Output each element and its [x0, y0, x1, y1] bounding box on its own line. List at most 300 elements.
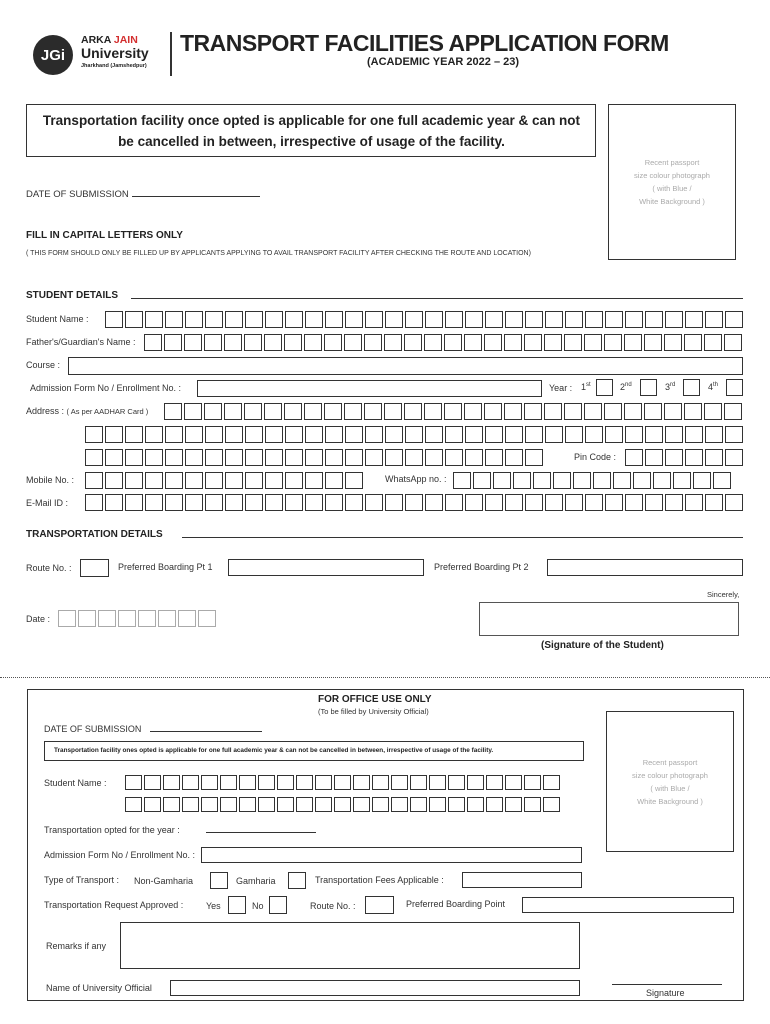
office-name-cell[interactable]: [334, 775, 351, 790]
date-cell[interactable]: [78, 610, 96, 627]
address-cell[interactable]: [444, 403, 462, 420]
email-cell[interactable]: [145, 494, 163, 511]
office-name-cell[interactable]: [429, 775, 446, 790]
date-cell[interactable]: [138, 610, 156, 627]
address-cell[interactable]: [524, 403, 542, 420]
office-name-cell[interactable]: [486, 797, 503, 812]
guardian-name-cell[interactable]: [664, 334, 682, 351]
office-name-cell[interactable]: [220, 797, 237, 812]
whatsapp-cell[interactable]: [613, 472, 631, 489]
email-cell[interactable]: [325, 494, 343, 511]
office-name-cell[interactable]: [125, 775, 142, 790]
address-cell[interactable]: [204, 403, 222, 420]
email-cell[interactable]: [305, 494, 323, 511]
email-cell[interactable]: [445, 494, 463, 511]
address-cell[interactable]: [405, 426, 423, 443]
office-name-cell[interactable]: [315, 775, 332, 790]
email-cell[interactable]: [505, 494, 523, 511]
address-cell[interactable]: [184, 403, 202, 420]
address-cell[interactable]: [345, 426, 363, 443]
guardian-name-cell[interactable]: [564, 334, 582, 351]
whatsapp-cell[interactable]: [553, 472, 571, 489]
pin-code-cell[interactable]: [665, 449, 683, 466]
mobile-cell[interactable]: [125, 472, 143, 489]
address-cell[interactable]: [664, 403, 682, 420]
office-name-cell[interactable]: [524, 775, 541, 790]
student-name-cell[interactable]: [265, 311, 283, 328]
student-name-cell[interactable]: [665, 311, 683, 328]
pin-code-cell[interactable]: [645, 449, 663, 466]
address-cell[interactable]: [465, 449, 483, 466]
student-name-cell[interactable]: [205, 311, 223, 328]
email-cell[interactable]: [465, 494, 483, 511]
address-cell[interactable]: [645, 426, 663, 443]
email-cell[interactable]: [245, 494, 263, 511]
whatsapp-cell[interactable]: [453, 472, 471, 489]
address-cell[interactable]: [445, 426, 463, 443]
guardian-name-cell[interactable]: [264, 334, 282, 351]
address-cell[interactable]: [264, 403, 282, 420]
address-cell[interactable]: [685, 426, 703, 443]
address-cell[interactable]: [325, 426, 343, 443]
student-name-cell[interactable]: [445, 311, 463, 328]
email-cell[interactable]: [385, 494, 403, 511]
whatsapp-cell[interactable]: [693, 472, 711, 489]
email-cell[interactable]: [85, 494, 103, 511]
year-3-checkbox[interactable]: [683, 379, 700, 396]
email-cell[interactable]: [585, 494, 603, 511]
email-cell[interactable]: [285, 494, 303, 511]
email-cell[interactable]: [645, 494, 663, 511]
student-name-cell[interactable]: [105, 311, 123, 328]
office-name-cell[interactable]: [353, 775, 370, 790]
mobile-cell[interactable]: [165, 472, 183, 489]
mobile-cell[interactable]: [225, 472, 243, 489]
course-input[interactable]: [68, 357, 743, 375]
student-name-cell[interactable]: [645, 311, 663, 328]
mobile-cell[interactable]: [345, 472, 363, 489]
office-signature-line[interactable]: [612, 984, 722, 985]
address-cell[interactable]: [705, 426, 723, 443]
gamharia-checkbox[interactable]: [288, 872, 306, 889]
email-cell[interactable]: [525, 494, 543, 511]
address-cell[interactable]: [484, 403, 502, 420]
address-cell[interactable]: [425, 426, 443, 443]
office-name-cell[interactable]: [391, 775, 408, 790]
date-cell[interactable]: [98, 610, 116, 627]
address-cell[interactable]: [485, 449, 503, 466]
address-cell[interactable]: [224, 403, 242, 420]
student-name-cell[interactable]: [705, 311, 723, 328]
address-cell[interactable]: [724, 403, 742, 420]
address-cell[interactable]: [525, 426, 543, 443]
student-name-cell[interactable]: [125, 311, 143, 328]
address-cell[interactable]: [325, 449, 343, 466]
office-name-cell[interactable]: [125, 797, 142, 812]
office-name-cell[interactable]: [258, 775, 275, 790]
office-name-cell[interactable]: [410, 775, 427, 790]
pin-code-cell[interactable]: [685, 449, 703, 466]
address-cell[interactable]: [465, 426, 483, 443]
address-cell[interactable]: [245, 426, 263, 443]
student-name-cell[interactable]: [225, 311, 243, 328]
student-name-cell[interactable]: [405, 311, 423, 328]
guardian-name-cell[interactable]: [724, 334, 742, 351]
student-name-cell[interactable]: [285, 311, 303, 328]
address-cell[interactable]: [284, 403, 302, 420]
pin-code-cell[interactable]: [725, 449, 743, 466]
address-cell[interactable]: [245, 449, 263, 466]
address-cell[interactable]: [125, 426, 143, 443]
date-cell[interactable]: [178, 610, 196, 627]
office-name-cell[interactable]: [448, 797, 465, 812]
guardian-name-cell[interactable]: [464, 334, 482, 351]
year-opted-input[interactable]: [206, 832, 316, 833]
whatsapp-cell[interactable]: [493, 472, 511, 489]
guardian-name-cell[interactable]: [424, 334, 442, 351]
address-cell[interactable]: [605, 426, 623, 443]
address-cell[interactable]: [344, 403, 362, 420]
office-name-cell[interactable]: [296, 797, 313, 812]
address-cell[interactable]: [665, 426, 683, 443]
student-name-cell[interactable]: [725, 311, 743, 328]
boarding-2-input[interactable]: [547, 559, 743, 576]
address-cell[interactable]: [424, 403, 442, 420]
address-cell[interactable]: [504, 403, 522, 420]
guardian-name-cell[interactable]: [444, 334, 462, 351]
date-cell[interactable]: [118, 610, 136, 627]
office-name-cell[interactable]: [448, 775, 465, 790]
whatsapp-cell[interactable]: [473, 472, 491, 489]
office-date-input[interactable]: [150, 731, 262, 732]
office-name-cell[interactable]: [505, 775, 522, 790]
email-cell[interactable]: [405, 494, 423, 511]
email-cell[interactable]: [565, 494, 583, 511]
mobile-cell[interactable]: [105, 472, 123, 489]
address-cell[interactable]: [305, 426, 323, 443]
address-cell[interactable]: [585, 426, 603, 443]
email-cell[interactable]: [725, 494, 743, 511]
office-name-cell[interactable]: [334, 797, 351, 812]
admission-input[interactable]: [197, 380, 542, 397]
whatsapp-cell[interactable]: [633, 472, 651, 489]
guardian-name-cell[interactable]: [144, 334, 162, 351]
guardian-name-cell[interactable]: [304, 334, 322, 351]
guardian-name-cell[interactable]: [384, 334, 402, 351]
whatsapp-cell[interactable]: [513, 472, 531, 489]
whatsapp-cell[interactable]: [533, 472, 551, 489]
address-cell[interactable]: [565, 426, 583, 443]
address-cell[interactable]: [485, 426, 503, 443]
office-name-cell[interactable]: [144, 797, 161, 812]
student-name-cell[interactable]: [365, 311, 383, 328]
pin-code-cell[interactable]: [625, 449, 643, 466]
student-name-cells: [105, 311, 743, 328]
guardian-name-cell[interactable]: [324, 334, 342, 351]
office-photo-text-3: ( with Blue /: [650, 783, 690, 793]
guardian-name-cell[interactable]: [484, 334, 502, 351]
year-1-checkbox[interactable]: [596, 379, 613, 396]
student-name-cell[interactable]: [485, 311, 503, 328]
student-name-cell[interactable]: [505, 311, 523, 328]
yes-checkbox[interactable]: [228, 896, 246, 914]
address-cell[interactable]: [105, 426, 123, 443]
office-name-cell[interactable]: [524, 797, 541, 812]
guardian-name-cell[interactable]: [364, 334, 382, 351]
fees-input[interactable]: [462, 872, 582, 888]
email-cell[interactable]: [345, 494, 363, 511]
address-cell[interactable]: [624, 403, 642, 420]
address-cell[interactable]: [385, 426, 403, 443]
address-cell[interactable]: [364, 403, 382, 420]
office-name-cell[interactable]: [239, 797, 256, 812]
office-name-cell[interactable]: [277, 797, 294, 812]
email-cell[interactable]: [545, 494, 563, 511]
office-name-cell[interactable]: [163, 797, 180, 812]
boarding-1-input[interactable]: [228, 559, 424, 576]
student-name-cell[interactable]: [605, 311, 623, 328]
address-cell[interactable]: [85, 426, 103, 443]
address-cell[interactable]: [345, 449, 363, 466]
guardian-name-cell[interactable]: [404, 334, 422, 351]
student-name-cell[interactable]: [465, 311, 483, 328]
address-cell[interactable]: [625, 426, 643, 443]
address-cell[interactable]: [205, 426, 223, 443]
student-name-cell[interactable]: [325, 311, 343, 328]
address-cell[interactable]: [584, 403, 602, 420]
mobile-cell[interactable]: [265, 472, 283, 489]
pin-code-cell[interactable]: [705, 449, 723, 466]
student-section-rule: [131, 298, 743, 299]
office-name-cell[interactable]: [163, 775, 180, 790]
address-cell[interactable]: [165, 426, 183, 443]
office-name-cell[interactable]: [182, 775, 199, 790]
email-cell[interactable]: [665, 494, 683, 511]
email-cell[interactable]: [265, 494, 283, 511]
non-gamharia-checkbox[interactable]: [210, 872, 228, 889]
address-cell[interactable]: [704, 403, 722, 420]
address-cell[interactable]: [305, 449, 323, 466]
whatsapp-cell[interactable]: [653, 472, 671, 489]
address-cell[interactable]: [425, 449, 443, 466]
no-checkbox[interactable]: [269, 896, 287, 914]
address-cell[interactable]: [205, 449, 223, 466]
guardian-name-cell[interactable]: [344, 334, 362, 351]
date-cell[interactable]: [198, 610, 216, 627]
no-label: No: [252, 901, 264, 911]
student-name-cell[interactable]: [145, 311, 163, 328]
address-cell[interactable]: [505, 426, 523, 443]
office-name-cell[interactable]: [467, 797, 484, 812]
office-name-cell[interactable]: [391, 797, 408, 812]
address-cell[interactable]: [445, 449, 463, 466]
address-cell[interactable]: [385, 449, 403, 466]
student-name-cell[interactable]: [625, 311, 643, 328]
address-cell[interactable]: [384, 403, 402, 420]
address-cell[interactable]: [164, 403, 182, 420]
guardian-name-cell[interactable]: [244, 334, 262, 351]
mobile-cell[interactable]: [325, 472, 343, 489]
student-name-cell[interactable]: [385, 311, 403, 328]
address-cell[interactable]: [285, 449, 303, 466]
office-name-cell[interactable]: [543, 775, 560, 790]
address-cell[interactable]: [525, 449, 543, 466]
address-cell[interactable]: [505, 449, 523, 466]
year-4-checkbox[interactable]: [726, 379, 743, 396]
address-cell[interactable]: [365, 449, 383, 466]
office-name-cell[interactable]: [144, 775, 161, 790]
address-cell[interactable]: [225, 426, 243, 443]
student-name-cell[interactable]: [525, 311, 543, 328]
mobile-cell[interactable]: [245, 472, 263, 489]
office-name-cell[interactable]: [543, 797, 560, 812]
email-cell[interactable]: [705, 494, 723, 511]
office-name-cell[interactable]: [410, 797, 427, 812]
address-cell[interactable]: [464, 403, 482, 420]
mobile-cell[interactable]: [145, 472, 163, 489]
mobile-cell[interactable]: [85, 472, 103, 489]
transport-section-rule: [182, 537, 743, 538]
address-cell[interactable]: [265, 449, 283, 466]
email-cell[interactable]: [365, 494, 383, 511]
address-cell[interactable]: [644, 403, 662, 420]
email-cell[interactable]: [105, 494, 123, 511]
address-cell[interactable]: [405, 449, 423, 466]
logo-badge: [33, 35, 73, 75]
office-name-cell[interactable]: [372, 775, 389, 790]
official-name-input[interactable]: [170, 980, 580, 996]
guardian-name-cell[interactable]: [504, 334, 522, 351]
address-cell[interactable]: [564, 403, 582, 420]
whatsapp-cell[interactable]: [713, 472, 731, 489]
office-name-cell[interactable]: [258, 797, 275, 812]
guardian-name-cell[interactable]: [704, 334, 722, 351]
email-cell[interactable]: [685, 494, 703, 511]
student-name-cell[interactable]: [545, 311, 563, 328]
address-cell[interactable]: [225, 449, 243, 466]
address-cell[interactable]: [185, 449, 203, 466]
whatsapp-cell[interactable]: [673, 472, 691, 489]
address-cell[interactable]: [545, 426, 563, 443]
address-cell[interactable]: [185, 426, 203, 443]
address-cell[interactable]: [404, 403, 422, 420]
office-name-cell[interactable]: [239, 775, 256, 790]
photo-box[interactable]: [608, 104, 736, 260]
office-name-cell[interactable]: [353, 797, 370, 812]
date-cell[interactable]: [158, 610, 176, 627]
guardian-name-cell[interactable]: [604, 334, 622, 351]
student-name-cell[interactable]: [305, 311, 323, 328]
address-cell[interactable]: [544, 403, 562, 420]
mobile-cell[interactable]: [305, 472, 323, 489]
address-cell[interactable]: [125, 449, 143, 466]
guardian-name-cell[interactable]: [204, 334, 222, 351]
address-cell[interactable]: [324, 403, 342, 420]
guardian-name-cell[interactable]: [624, 334, 642, 351]
guardian-name-cell[interactable]: [644, 334, 662, 351]
address-cell[interactable]: [365, 426, 383, 443]
address-cell[interactable]: [145, 426, 163, 443]
office-route-input[interactable]: [365, 896, 394, 914]
guardian-name-cell[interactable]: [524, 334, 542, 351]
remarks-input[interactable]: [120, 922, 580, 969]
guardian-name-cell[interactable]: [584, 334, 602, 351]
office-name-cell[interactable]: [296, 775, 313, 790]
email-cell[interactable]: [125, 494, 143, 511]
mobile-cell[interactable]: [185, 472, 203, 489]
address-cell[interactable]: [684, 403, 702, 420]
office-name-cell[interactable]: [429, 797, 446, 812]
student-name-cell[interactable]: [245, 311, 263, 328]
email-cell[interactable]: [625, 494, 643, 511]
office-name-cell[interactable]: [201, 797, 218, 812]
address-cell[interactable]: [725, 426, 743, 443]
date-cell[interactable]: [58, 610, 76, 627]
office-name-cell[interactable]: [315, 797, 332, 812]
whatsapp-cell[interactable]: [573, 472, 591, 489]
address-cell[interactable]: [105, 449, 123, 466]
address-cell[interactable]: [85, 449, 103, 466]
office-name-cell[interactable]: [220, 775, 237, 790]
student-name-cell[interactable]: [185, 311, 203, 328]
route-input[interactable]: [80, 559, 109, 577]
student-name-cell[interactable]: [345, 311, 363, 328]
guardian-name-cell[interactable]: [284, 334, 302, 351]
guardian-name-cell[interactable]: [684, 334, 702, 351]
student-name-cell[interactable]: [685, 311, 703, 328]
address-cell[interactable]: [265, 426, 283, 443]
year-2-checkbox[interactable]: [640, 379, 657, 396]
student-name-cell[interactable]: [585, 311, 603, 328]
email-cell[interactable]: [205, 494, 223, 511]
office-name-cell[interactable]: [201, 775, 218, 790]
whatsapp-cell[interactable]: [593, 472, 611, 489]
office-admission-input[interactable]: [201, 847, 582, 863]
mobile-cell[interactable]: [205, 472, 223, 489]
address-cell[interactable]: [304, 403, 322, 420]
address-cell[interactable]: [244, 403, 262, 420]
office-photo-box[interactable]: [606, 711, 734, 852]
email-cell[interactable]: [165, 494, 183, 511]
date-of-submission-input[interactable]: [132, 196, 260, 197]
email-cell[interactable]: [605, 494, 623, 511]
student-name-cell[interactable]: [565, 311, 583, 328]
address-cell[interactable]: [604, 403, 622, 420]
email-cell[interactable]: [185, 494, 203, 511]
email-cell[interactable]: [225, 494, 243, 511]
office-name-cell[interactable]: [467, 775, 484, 790]
email-cell[interactable]: [425, 494, 443, 511]
student-name-cell[interactable]: [165, 311, 183, 328]
address-cell[interactable]: [285, 426, 303, 443]
address-cell[interactable]: [165, 449, 183, 466]
mobile-cell[interactable]: [285, 472, 303, 489]
office-name-cell[interactable]: [486, 775, 503, 790]
student-signature-box[interactable]: [479, 602, 739, 636]
office-name-cell[interactable]: [372, 797, 389, 812]
office-name-cell[interactable]: [505, 797, 522, 812]
email-cell[interactable]: [485, 494, 503, 511]
student-name-cell[interactable]: [425, 311, 443, 328]
address-cell[interactable]: [145, 449, 163, 466]
office-name-cell[interactable]: [182, 797, 199, 812]
guardian-name-cell[interactable]: [544, 334, 562, 351]
guardian-name-cell[interactable]: [184, 334, 202, 351]
office-name-cell[interactable]: [277, 775, 294, 790]
guardian-name-cell[interactable]: [224, 334, 242, 351]
office-boarding-input[interactable]: [522, 897, 734, 913]
guardian-name-cell[interactable]: [164, 334, 182, 351]
